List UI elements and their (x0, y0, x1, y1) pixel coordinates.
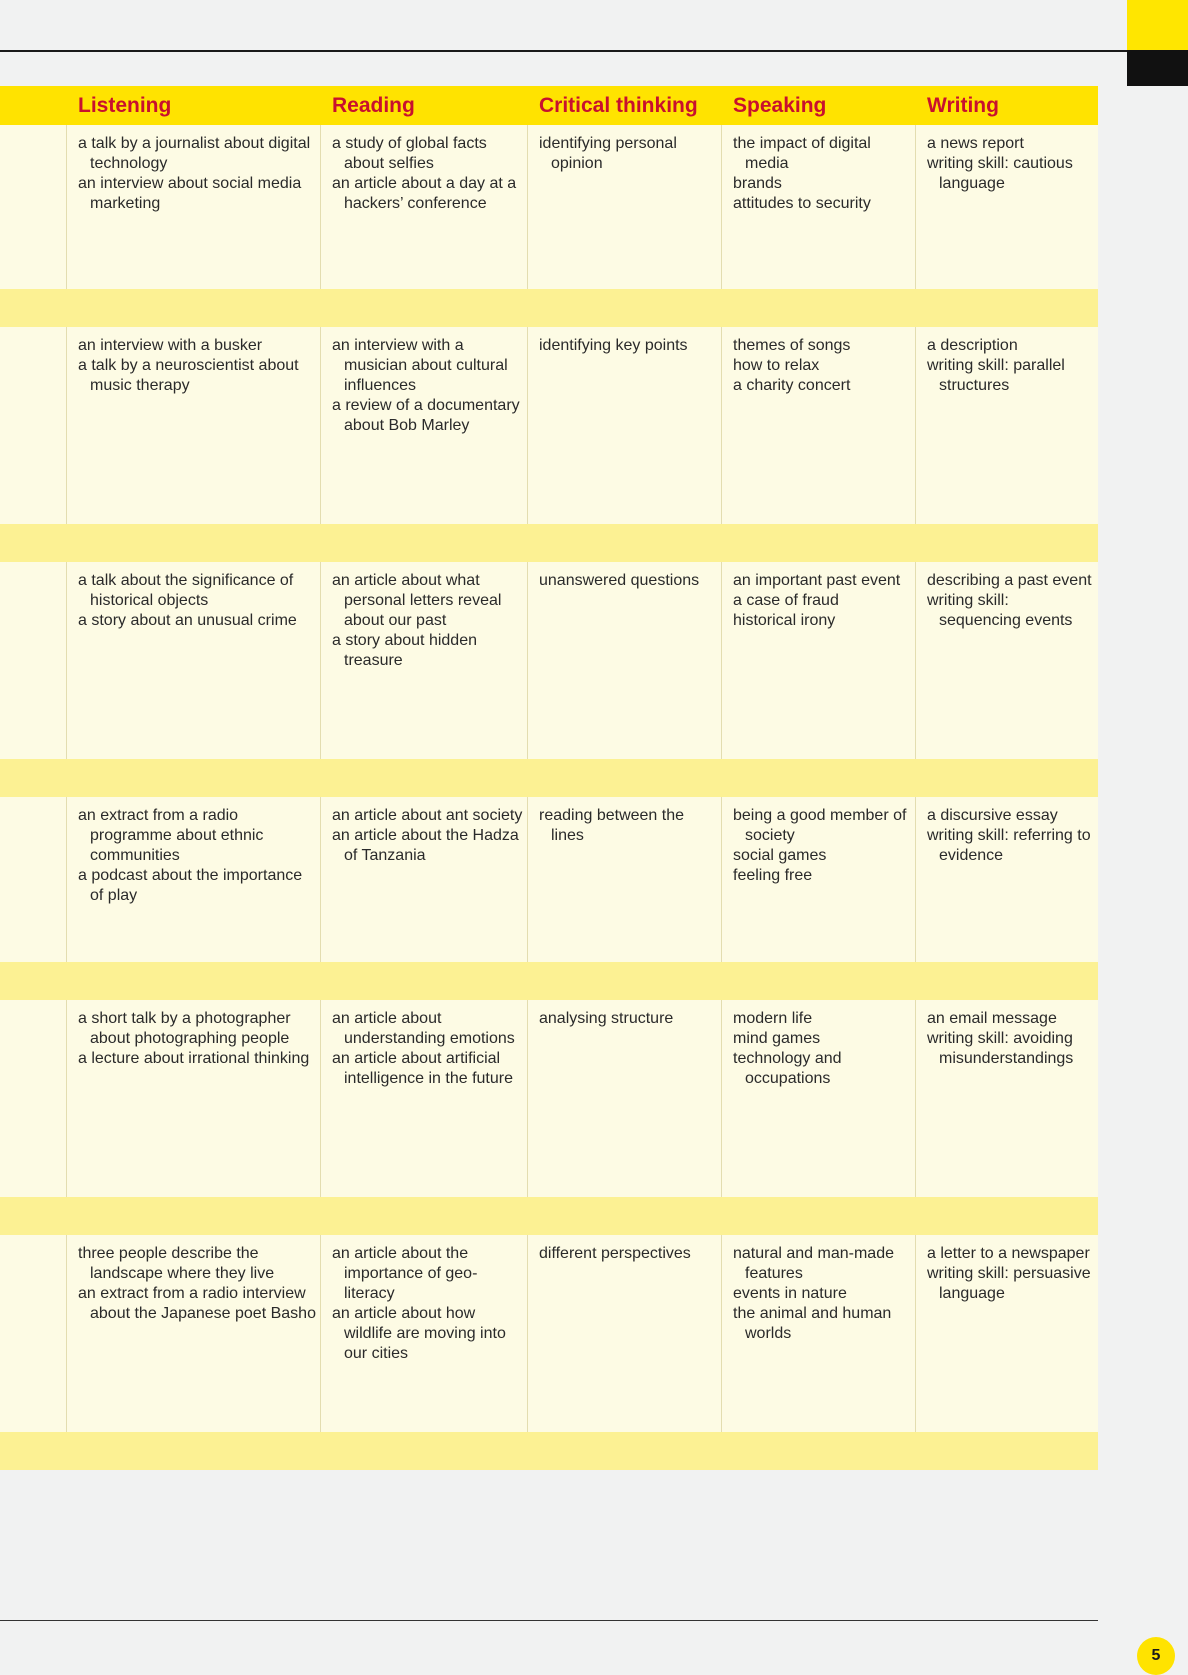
cell-listening (78, 806, 318, 906)
writing-item: a news report (927, 135, 1024, 152)
critical-item: reading between the lines (539, 807, 684, 844)
speaking-item: feeling free (733, 867, 813, 884)
corner-tab-yellow (1127, 0, 1188, 50)
listening-item: a talk by a neuroscientist about music therapy (78, 357, 299, 394)
speaking-item: the animal and human worlds (733, 1305, 892, 1342)
column-divider (66, 797, 67, 962)
listening-item: an extract from a radio interview about the Japanese poet Basho (78, 1285, 316, 1322)
writing-item: an email message (927, 1010, 1057, 1027)
unit-row (0, 1235, 1098, 1432)
row-spacer (0, 524, 1098, 562)
column-divider (66, 327, 67, 524)
cell-reading (332, 571, 524, 671)
critical-item: identifying key points (539, 337, 688, 354)
column-divider (66, 125, 67, 289)
listening-item: a talk about the significance of historical objects (78, 572, 294, 609)
cell-reading (332, 336, 524, 436)
unit-row (0, 562, 1098, 759)
cell-reading (332, 134, 524, 214)
cell-writing (927, 1244, 1093, 1304)
speaking-item: a case of fraud (733, 592, 839, 609)
column-divider (721, 327, 722, 524)
column-divider (320, 125, 321, 289)
column-divider (915, 1000, 916, 1197)
reading-item: an article about artificial intelligence in the future (332, 1050, 513, 1087)
row-spacer (0, 289, 1098, 327)
reading-item: an article about a day at a hackers’ conference (332, 175, 517, 212)
cell-listening (78, 134, 318, 214)
unit-row (0, 125, 1098, 289)
speaking-item: modern life (733, 1010, 813, 1027)
table-header (0, 86, 1098, 125)
column-divider (915, 1235, 916, 1432)
cell-writing (927, 336, 1093, 396)
cell-writing (927, 571, 1093, 631)
reading-item: an article about how wildlife are moving into our cities (332, 1305, 506, 1362)
column-header-listening: Listening (78, 94, 172, 117)
speaking-item: an important past event (733, 572, 901, 589)
listening-item: a podcast about the importance of play (78, 867, 303, 904)
column-divider (721, 797, 722, 962)
listening-item: a talk by a journalist about digital technology (78, 135, 311, 172)
column-header-speaking: Speaking (733, 94, 827, 117)
speaking-item: the impact of digital media (733, 135, 871, 172)
column-header-critical: Critical thinking (539, 94, 698, 117)
column-divider (721, 125, 722, 289)
speaking-item: historical irony (733, 612, 836, 629)
column-divider (527, 797, 528, 962)
column-divider (66, 1000, 67, 1197)
listening-item: three people describe the landscape where they live (78, 1245, 275, 1282)
column-divider (320, 797, 321, 962)
column-divider (915, 797, 916, 962)
critical-item: identifying personal opinion (539, 135, 677, 172)
column-divider (527, 562, 528, 759)
cell-speaking (733, 806, 915, 886)
top-rule (0, 50, 1128, 52)
bottom-rule (0, 1620, 1098, 1621)
cell-speaking (733, 571, 915, 631)
cell-critical (539, 1244, 719, 1264)
cell-listening (78, 1009, 318, 1069)
cell-listening (78, 336, 318, 396)
column-divider (721, 1000, 722, 1197)
column-header-reading: Reading (332, 94, 415, 117)
contents-table (0, 86, 1098, 1362)
row-spacer (0, 1432, 1098, 1470)
row-spacer (0, 1197, 1098, 1235)
cell-writing (927, 806, 1093, 866)
speaking-item: social games (733, 847, 827, 864)
writing-item: writing skill: persuasive language (927, 1265, 1091, 1302)
corner-tab-black (1127, 50, 1188, 86)
cell-critical (539, 134, 719, 174)
column-divider (721, 562, 722, 759)
writing-item: writing skill: avoiding misunderstandings (927, 1030, 1074, 1067)
cell-reading (332, 806, 524, 866)
reading-item: a review of a documentary about Bob Marley (332, 397, 520, 434)
critical-item: different perspectives (539, 1245, 691, 1262)
writing-item: a description (927, 337, 1018, 354)
listening-item: a short talk by a photographer about photographing people (78, 1010, 291, 1047)
column-divider (527, 125, 528, 289)
writing-item: a letter to a newspaper (927, 1245, 1090, 1262)
column-divider (320, 1000, 321, 1197)
column-divider (915, 327, 916, 524)
writing-item: a discursive essay (927, 807, 1058, 824)
reading-item: an article about ant society (332, 807, 523, 824)
column-header-writing: Writing (927, 94, 999, 117)
listening-item: an interview with a busker (78, 337, 263, 354)
column-divider (320, 562, 321, 759)
speaking-item: how to relax (733, 357, 820, 374)
cell-speaking (733, 1244, 915, 1344)
listening-item: an interview about social media marketing (78, 175, 302, 212)
column-divider (527, 327, 528, 524)
cell-speaking (733, 336, 915, 396)
critical-item: analysing structure (539, 1010, 674, 1027)
column-divider (320, 327, 321, 524)
reading-item: an article about what personal letters reveal about our past (332, 572, 502, 629)
column-divider (915, 562, 916, 759)
cell-writing (927, 134, 1093, 194)
reading-item: an interview with a musician about cultural influences (332, 337, 508, 394)
cell-listening (78, 571, 318, 631)
writing-item: writing skill: sequencing events (927, 592, 1073, 629)
speaking-item: natural and man-made features (733, 1245, 894, 1282)
cell-critical (539, 336, 719, 356)
speaking-item: attitudes to security (733, 195, 871, 212)
listening-item: a lecture about irrational thinking (78, 1050, 310, 1067)
speaking-item: events in nature (733, 1285, 847, 1302)
page-number: 5 (1137, 1637, 1175, 1675)
reading-item: an article about the Hadza of Tanzania (332, 827, 519, 864)
column-divider (915, 125, 916, 289)
column-divider (66, 562, 67, 759)
cell-reading (332, 1009, 524, 1089)
cell-speaking (733, 134, 915, 214)
unit-row (0, 797, 1098, 962)
reading-item: a story about hidden treasure (332, 632, 477, 669)
column-divider (527, 1000, 528, 1197)
unit-row (0, 1000, 1098, 1197)
speaking-item: themes of songs (733, 337, 851, 354)
cell-critical (539, 806, 719, 846)
cell-writing (927, 1009, 1093, 1069)
reading-item: an article about understanding emotions (332, 1010, 515, 1047)
speaking-item: being a good member of society (733, 807, 907, 844)
cell-critical (539, 571, 719, 591)
speaking-item: brands (733, 175, 782, 192)
critical-item: unanswered questions (539, 572, 700, 589)
speaking-item: technology and occupations (733, 1050, 842, 1087)
cell-speaking (733, 1009, 915, 1089)
writing-item: writing skill: parallel structures (927, 357, 1065, 394)
reading-item: a study of global facts about selfies (332, 135, 487, 172)
row-spacer (0, 962, 1098, 1000)
writing-item: describing a past event (927, 572, 1092, 589)
reading-item: an article about the importance of geo-literacy (332, 1245, 478, 1302)
cell-reading (332, 1244, 524, 1364)
listening-item: a story about an unusual crime (78, 612, 297, 629)
row-spacer (0, 759, 1098, 797)
column-divider (527, 1235, 528, 1432)
listening-item: an extract from a radio programme about ethnic communities (78, 807, 264, 864)
speaking-item: a charity concert (733, 377, 851, 394)
column-divider (320, 1235, 321, 1432)
writing-item: writing skill: cautious language (927, 155, 1073, 192)
cell-critical (539, 1009, 719, 1029)
speaking-item: mind games (733, 1030, 821, 1047)
unit-row (0, 327, 1098, 524)
column-divider (66, 1235, 67, 1432)
cell-listening (78, 1244, 318, 1324)
column-divider (721, 1235, 722, 1432)
writing-item: writing skill: referring to evidence (927, 827, 1091, 864)
